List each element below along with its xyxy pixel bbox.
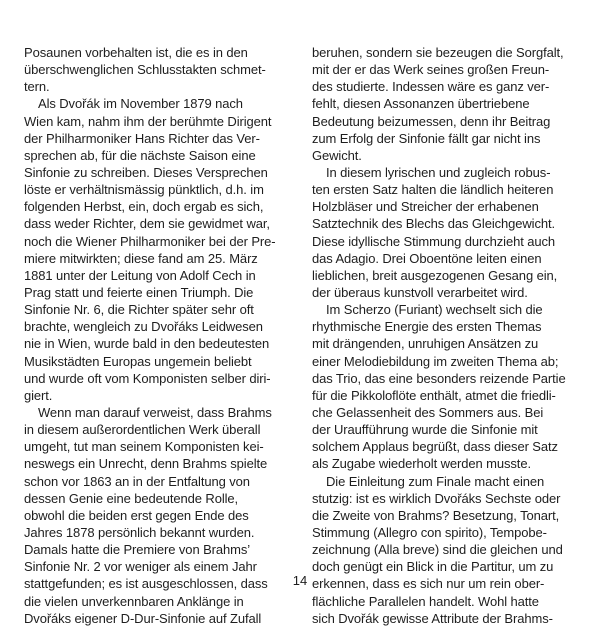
text-line: nie in Wien, wurde bald in den bedeutesten: [24, 336, 270, 352]
text-line: Im Scherzo (Furiant) wechselt sich die: [326, 302, 543, 318]
text-line: Satztechnik des Blechs das Gleichgewicht.: [312, 216, 556, 232]
text-line: stattgefunden; es ist ausgeschlossen, dass: [24, 576, 268, 592]
text-line: obwohl die beiden erst gegen Ende des: [24, 507, 249, 523]
text-line: die Zweite von Brahms? Besetzung, Tonart,: [312, 507, 560, 523]
text-line: Die Einleitung zum Finale macht einen: [326, 473, 545, 489]
text-line: neswegs ein Unrecht, denn Brahms spielte: [24, 456, 268, 472]
text-line: giert.: [24, 387, 53, 403]
text-line: sprechen ab, für die nächste Saison eine: [24, 147, 256, 163]
text-line: stutzig: ist es wirklich Dvořáks Sechste oder: [312, 490, 561, 506]
text-line: In diesem lyrischen und zugleich robus-: [326, 164, 551, 180]
text-line: ten ersten Satz halten die ländlich heiteren: [312, 182, 554, 198]
text-line: das Trio, das eine besonders reizende Partie: [312, 370, 566, 386]
text-line: tern.: [24, 79, 50, 95]
text-line: als Zugabe wiederholt werden musste.: [312, 456, 531, 472]
text-line: Wenn man darauf verweist, dass Brahms: [38, 404, 272, 420]
page-number: 14: [292, 573, 308, 588]
text-line: Als Dvořák im November 1879 nach: [38, 96, 243, 112]
text-line: lieblichen, breit ausgezogenen Gesang ein,: [312, 267, 558, 283]
text-line: Gewicht.: [312, 147, 362, 163]
text-line: des studierte. Indessen wäre es ganz ver-: [312, 79, 550, 95]
text-line: 1881 unter der Leitung von Adolf Cech in: [24, 267, 256, 283]
text-line: mit drängenden, unruhigen Ansätzen zu: [312, 336, 539, 352]
text-line: die vielen unverkennbaren Anklänge in: [24, 593, 244, 609]
text-line: Jahres 1878 persönlich bekannt wurden.: [24, 524, 255, 540]
text-line: miere mitwirkten; diese fand am 25. März: [24, 250, 258, 266]
text-line: mit der er das Werk seines großen Freun-: [312, 62, 550, 78]
text-line: Prag statt und feierte einen Triumph. Die: [24, 284, 254, 300]
text-line: noch die Wiener Philharmoniker bei der Pre-: [24, 233, 276, 249]
text-line: einer Melodiebildung im zweiten Thema ab;: [312, 353, 559, 369]
text-line: Sinfonie Nr. 2 vor weniger als einem Jahr: [24, 559, 257, 575]
text-line: zum Erfolg der Sinfonie fällt gar nicht ins: [312, 130, 541, 146]
text-line: überschwenglichen Schlusstakten schmet-: [24, 62, 266, 78]
text-line: Wien kam, nahm ihm der berühmte Dirigent: [24, 113, 272, 129]
text-line: und wurde oft vom Komponisten selber diri-: [24, 370, 271, 386]
text-line: dass weder Richter, dem sie gewidmet war,: [24, 216, 270, 232]
text-line: zeichnung (Alla breve) sind die gleichen und: [312, 542, 563, 558]
text-line: der Uraufführung wurde die Sinfonie mit: [312, 422, 538, 438]
text-line: der Philharmoniker Hans Richter das Ver-: [24, 130, 260, 146]
text-line: schon vor 1863 an in der Entfaltung von: [24, 473, 250, 489]
text-line: brachte, wengleich zu Dvořáks Leidwesen: [24, 319, 263, 335]
text-line: doch genügt ein Blick in die Partitur, um zu: [312, 559, 554, 575]
text-line: Musikstädten Europas ungemein beliebt: [24, 353, 252, 369]
text-line: Bedeutung beizumessen, denn ihr Beitrag: [312, 113, 551, 129]
text-line: beruhen, sondern sie bezeugen die Sorgfalt,: [312, 45, 564, 60]
text-line: das Adagio. Drei Oboentöne leiten einen: [312, 250, 542, 266]
right-text-column: [312, 44, 584, 627]
text-line: dessen Genie eine bedeutende Rolle,: [24, 490, 239, 506]
text-line: Dvořáks eigener D-Dur-Sinfonie auf Zufall: [24, 610, 262, 626]
text-line: Holzbläser und Streicher der erhabenen: [312, 199, 539, 215]
text-line: sich Dvořák gewisse Attribute der Brahms-: [312, 610, 553, 626]
text-line: solchem Applaus begrüßt, dass dieser Satz: [312, 439, 558, 455]
text-line: Sinfonie zu schreiben. Dieses Versprechen: [24, 164, 268, 180]
text-line: umgeht, tut man seinem Komponisten kei-: [24, 439, 264, 455]
text-line: Damals hatte die Premiere von Brahms’: [24, 542, 251, 558]
text-line: flächliche Parallelen handelt. Wohl hatte: [312, 593, 539, 609]
text-line: in diesem außerordentlichen Werk überall: [24, 422, 261, 438]
left-text-column: [24, 44, 296, 627]
text-line: Diese idyllische Stimmung durchzieht auch: [312, 233, 556, 249]
text-line: folgenden Herbst, ein, doch ergab es sich,: [24, 199, 264, 215]
text-line: für die Pikkoloflöte enthält, atmet die friedli-: [312, 387, 556, 403]
text-line: Stimmung (Allegro con spirito), Tempobe-: [312, 524, 547, 540]
text-line: der überaus kunstvoll verarbeitet wird.: [312, 284, 528, 300]
text-line: che Gelassenheit des Sommers aus. Bei: [312, 404, 544, 420]
text-line: erkennen, dass es sich nur um rein ober-: [312, 576, 545, 592]
text-line: Posaunen vorbehalten ist, die es in den: [24, 45, 248, 60]
text-line: Sinfonie Nr. 6, die Richter später sehr oft: [24, 302, 254, 318]
text-line: löste er verhältnismässig pünktlich, d.h. im: [24, 182, 264, 198]
text-line: fehlt, diesen Assonanzen übertriebene: [312, 96, 530, 112]
text-line: rhythmische Energie des ersten Themas: [312, 319, 542, 335]
